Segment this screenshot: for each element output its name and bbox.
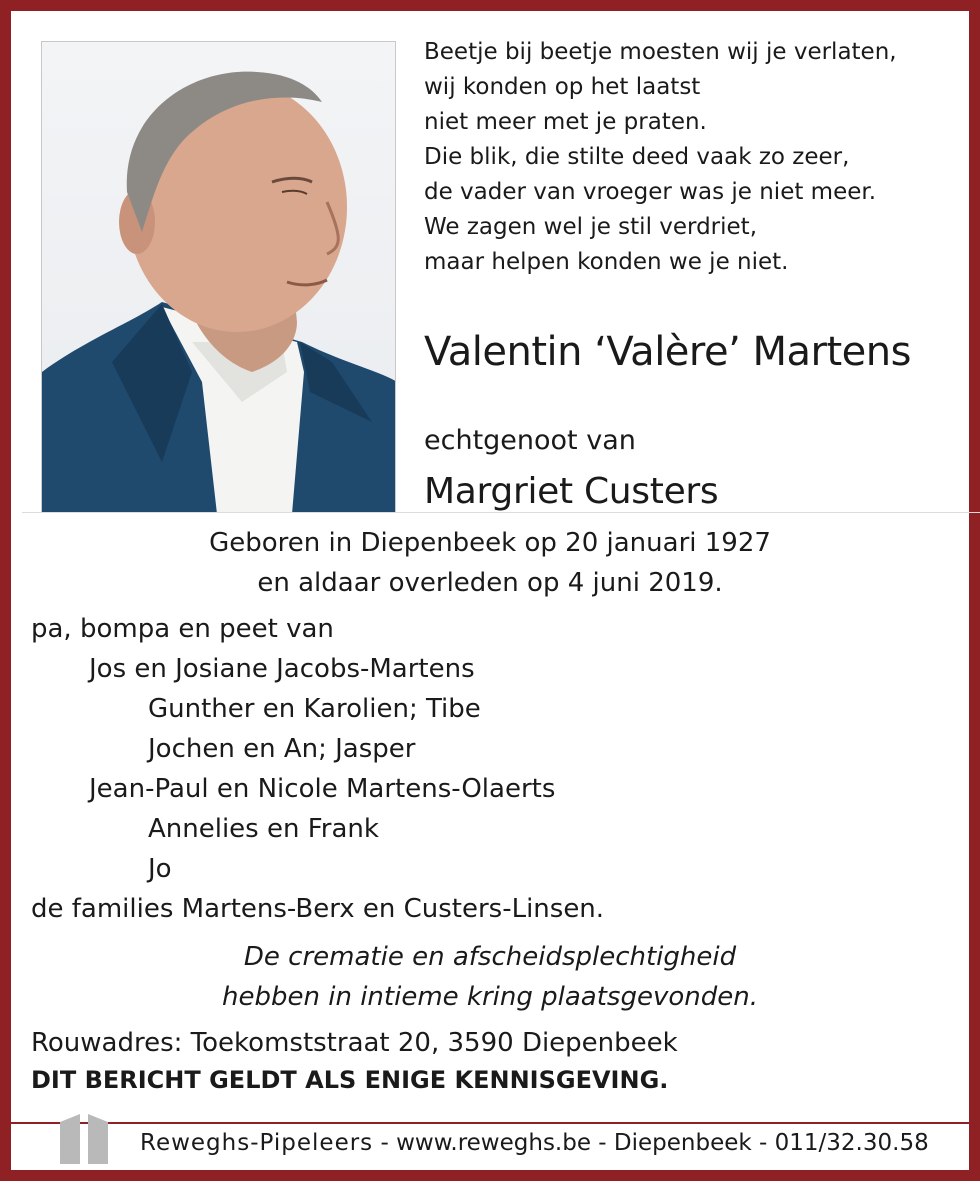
ceremony-line: De crematie en afscheidsplechtigheid (243, 942, 737, 972)
birth-line: Geboren in Diepenbeek op 20 januari 1927 (209, 528, 771, 558)
section-divider (22, 512, 980, 513)
spouse-name: Margriet Custers (424, 471, 719, 512)
ceremony-line: hebben in intieme kring plaatsgevonden. (222, 982, 758, 1012)
poem-line: We zagen wel je stil verdriet, (424, 214, 758, 240)
family-intro: pa, bompa en peet van (31, 614, 334, 644)
family-member: Gunther en Karolien; Tibe (148, 694, 481, 724)
footer-contact (140, 1130, 929, 1156)
footer-rule (11, 1122, 969, 1124)
poem-line: Die blik, die stilte deed vaak zo zeer, (424, 144, 850, 170)
families-line: de families Martens-Berx en Custers-Linsen. (31, 894, 605, 924)
spouse-label: echtgenoot van (424, 425, 636, 456)
funeral-home-logo-icon (56, 1112, 116, 1164)
death-line: en aldaar overleden op 4 juni 2019. (257, 568, 723, 598)
funeral-home-name: Reweghs-Pipeleers (140, 1130, 374, 1156)
poem-line: de vader van vroeger was je niet meer. (424, 179, 877, 205)
family-member: Jo (148, 854, 172, 884)
deceased-name: Valentin ‘Valère’ Martens (424, 329, 911, 375)
poem-line: wij konden op het laatst (424, 74, 701, 100)
poem-line: maar helpen konden we je niet. (424, 249, 789, 275)
memorial-poem (424, 35, 897, 280)
footer-details: - www.reweghs.be - Diepenbeek - 011/32.30.58 (373, 1130, 929, 1156)
mourning-address: Rouwadres: Toekomststraat 20, 3590 Diepenbeek (31, 1028, 678, 1058)
family-member: Jos en Josiane Jacobs-Martens (89, 654, 475, 684)
family-member: Jochen en An; Jasper (148, 734, 416, 764)
poem-line: Beetje bij beetje moesten wij je verlaten, (424, 39, 897, 65)
family-member: Annelies en Frank (148, 814, 379, 844)
portrait-photo (41, 41, 396, 513)
poem-line: niet meer met je praten. (424, 109, 707, 135)
notice-line: DIT BERICHT GELDT ALS ENIGE KENNISGEVING. (31, 1066, 669, 1094)
family-member: Jean-Paul en Nicole Martens-Olaerts (89, 774, 556, 804)
